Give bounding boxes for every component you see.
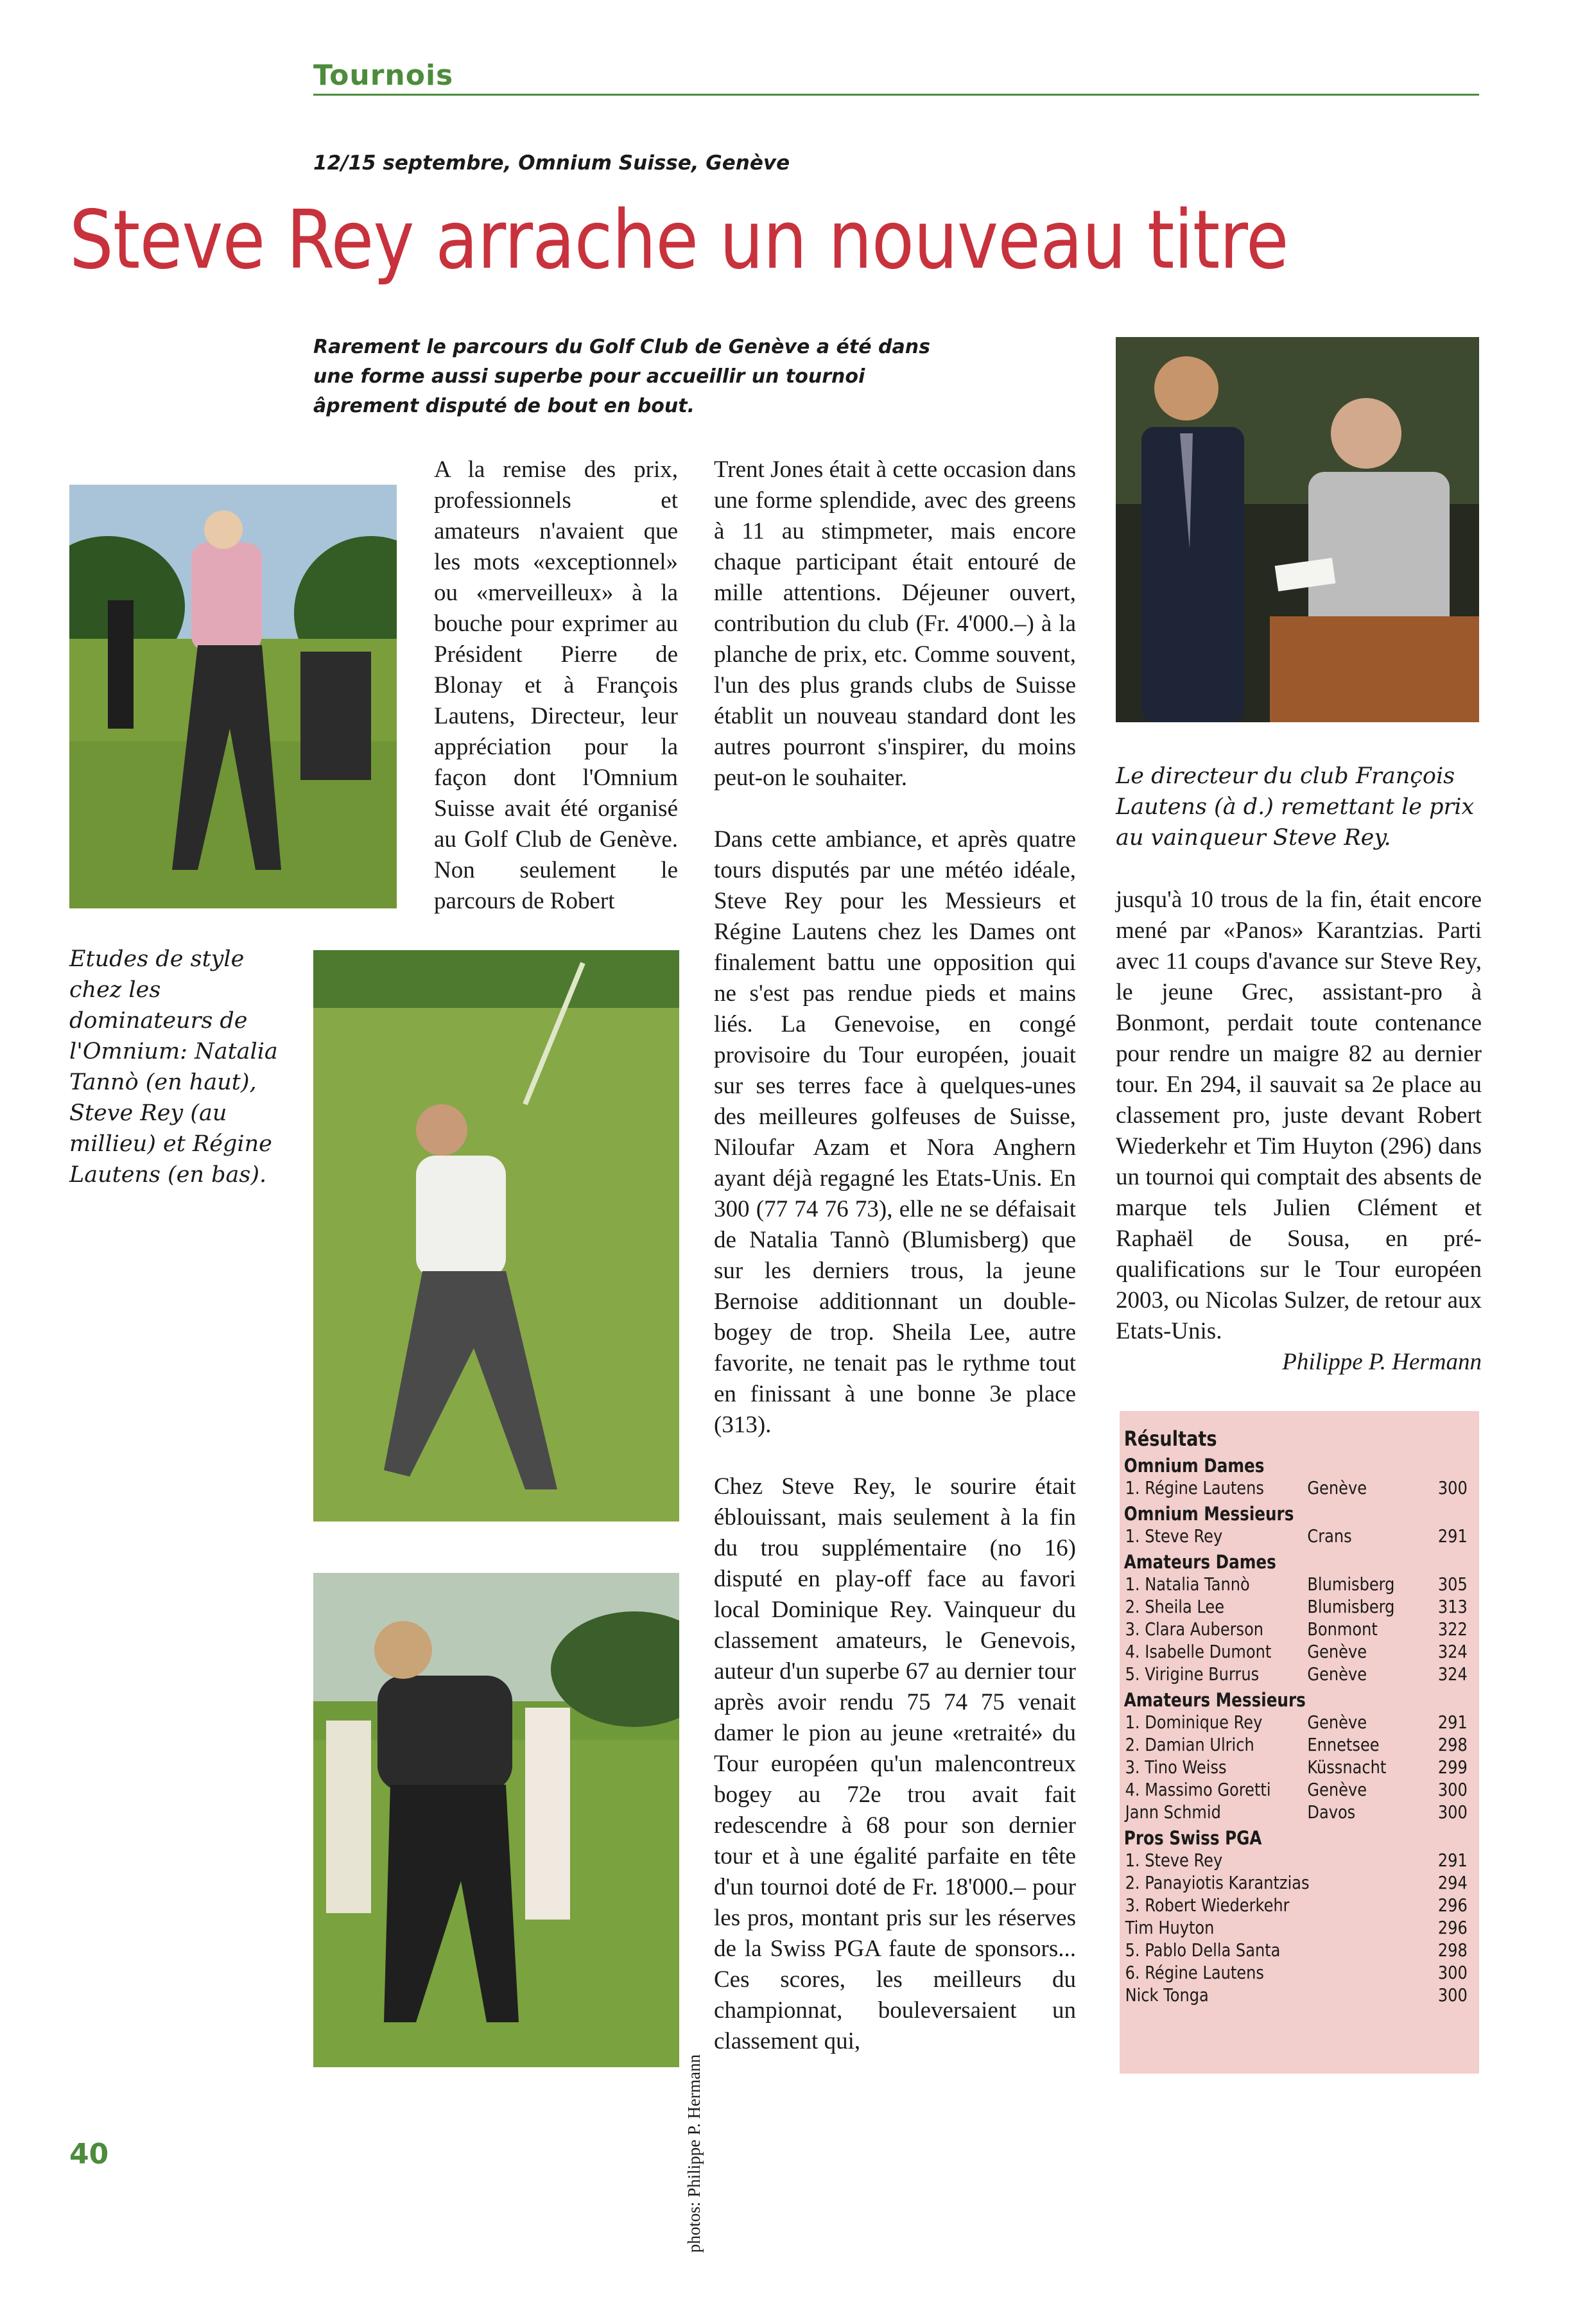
- results-player: 1. Dominique Rey: [1125, 1712, 1263, 1733]
- results-score: 296: [1437, 1895, 1468, 1916]
- results-row: [1120, 1894, 1478, 1916]
- photo-regine-lautens: [313, 1573, 679, 2067]
- results-score: 300: [1437, 1477, 1468, 1498]
- results-score: 324: [1437, 1641, 1468, 1662]
- results-club: Blumisberg: [1307, 1596, 1395, 1617]
- results-score: 305: [1437, 1574, 1468, 1595]
- results-player: Jann Schmid: [1125, 1801, 1221, 1823]
- results-score: 300: [1437, 1801, 1468, 1823]
- headline: Steve Rey arrache un nouveau titre: [69, 193, 1288, 287]
- results-group-title: Pros Swiss PGA: [1123, 1827, 1262, 1849]
- results-player: 4. Massimo Goretti: [1125, 1779, 1271, 1800]
- results-club: Bonmont: [1307, 1618, 1378, 1640]
- caption-ceremony: Le directeur du club François Lautens (à d.) remettant le prix au vainqueur Steve Rey.: [1116, 763, 1475, 851]
- results-player: 1. Steve Rey: [1125, 1525, 1223, 1547]
- results-row: [1120, 1871, 1478, 1894]
- results-row: [1120, 1756, 1478, 1778]
- results-score: 299: [1437, 1756, 1468, 1778]
- caption-golfers: Etudes de style chez les dominateurs de l'Omnium: Natalia Tannò (en haut), Steve Rey (au millieu) et Régine Lautens (en bas).: [69, 946, 278, 1188]
- results-player: 3. Robert Wiederkehr: [1125, 1895, 1290, 1916]
- results-club: [1307, 1916, 1434, 1939]
- results-score: 300: [1437, 1962, 1468, 1983]
- results-score: 298: [1437, 1734, 1468, 1755]
- article-paragraph: jusqu'à 10 trous de la fin, était encore mené par «Panos» Karantzias. Parti avec 11 coups d'avance sur Steve Rey, le jeune Grec, assistant-pro à Bonmont, perdait toute contenance pour rendre un maigre 82 au dernier tour. En 294, il sauvait sa 2e place au classement pro, juste devant Robert Wiederkehr et Tim Huyton (296) dans un tournoi qui comptait des absents de marque tels Julien Clément et Raphaël de Sousa, en pré-qualifications sur le Tour européen 2003, ou Nicolas Sulzer, de retour aux Etats-Unis.: [1116, 887, 1482, 1344]
- results-score: 324: [1437, 1663, 1468, 1685]
- results-player: 4. Isabelle Dumont: [1125, 1641, 1272, 1662]
- results-player: 1. Régine Lautens: [1125, 1477, 1264, 1498]
- results-player: 1. Steve Rey: [1125, 1850, 1223, 1871]
- results-row: [1120, 1984, 1478, 2006]
- results-score: 300: [1437, 1779, 1468, 1800]
- results-club: [1307, 1894, 1434, 1916]
- results-player: 5. Virigine Burrus: [1125, 1663, 1260, 1685]
- results-player: 1. Natalia Tannò: [1125, 1574, 1250, 1595]
- dateline: 12/15 septembre, Omnium Suisse, Genève: [313, 152, 790, 175]
- results-row: [1120, 1663, 1478, 1685]
- article-paragraph: A la remise des prix, professionnels et amateurs n'avaient que les mots «exceptionnel» ou «merveilleux» à la bouche pour exprimer au Président Pierre de Blonay et à François Lautens, Directeur, leur appréciation pour la façon dont l'Omnium Suisse avait été organisé au Golf Club de Genève. Non seulement le parcours de Robert: [434, 456, 678, 914]
- results-club: Genève: [1307, 1779, 1367, 1800]
- results-club: Genève: [1307, 1641, 1367, 1662]
- results-player: 3. Tino Weiss: [1125, 1756, 1227, 1778]
- results-group-title: Omnium Messieurs: [1123, 1503, 1294, 1525]
- results-row: [1120, 1849, 1478, 1871]
- results-club: [1307, 1961, 1434, 1984]
- section-rule: [313, 94, 1479, 96]
- results-row: [1120, 1595, 1478, 1618]
- results-row: [1120, 1916, 1478, 1939]
- results-row: [1120, 1939, 1478, 1961]
- results-groups: [1120, 1451, 1479, 2006]
- author-signature: Philippe P. Hermann: [1282, 1349, 1482, 1375]
- results-row: [1120, 1961, 1478, 1984]
- results-player: 2. Panayiotis Karantzias: [1125, 1872, 1310, 1893]
- results-club: Davos: [1307, 1801, 1356, 1823]
- results-club: [1307, 1871, 1434, 1894]
- results-row: [1120, 1525, 1478, 1547]
- results-player: 5. Pablo Della Santa: [1125, 1939, 1281, 1961]
- article-column-1: [434, 455, 678, 948]
- page-number: 40: [69, 2138, 109, 2171]
- results-score: 291: [1437, 1850, 1468, 1871]
- photo-steve-rey-swing: [313, 950, 679, 1522]
- results-club: Genève: [1307, 1477, 1367, 1498]
- results-title: Résultats: [1123, 1426, 1217, 1451]
- results-player: 3. Clara Auberson: [1125, 1618, 1264, 1640]
- results-group-title: Amateurs Dames: [1123, 1551, 1276, 1573]
- results-score: 291: [1437, 1525, 1468, 1547]
- results-player: 6. Régine Lautens: [1125, 1962, 1264, 1983]
- results-score: 294: [1437, 1872, 1468, 1893]
- photo-prize-ceremony: [1116, 337, 1479, 722]
- results-row: [1120, 1711, 1478, 1733]
- results-group-title: Amateurs Messieurs: [1123, 1689, 1306, 1711]
- results-club: Genève: [1307, 1663, 1367, 1685]
- results-club: Genève: [1307, 1712, 1367, 1733]
- results-score: 300: [1437, 1984, 1468, 2006]
- results-club: Ennetsee: [1307, 1734, 1380, 1755]
- results-player: Nick Tonga: [1125, 1984, 1209, 2006]
- results-player: 2. Damian Ulrich: [1125, 1734, 1254, 1755]
- results-club: [1307, 1849, 1434, 1871]
- results-row: [1120, 1801, 1478, 1823]
- results-club: [1307, 1939, 1434, 1961]
- results-row: [1120, 1778, 1478, 1801]
- article-paragraph: Chez Steve Rey, le sourire était éblouissant, mais seulement à la fin du trou supplémentaire (no 16) disputé en play-off face au favori local Dominique Rey. Vainqueur du classement amateurs, le Genevois, auteur d'un superbe 67 au dernier tour après avoir rendu 75 74 75 venait damer le pion au jeune «retraité» du Tour européen qu'un malencontreux bogey au 72e trou avait fait redescendre à 68 pour son dernier tour et à une égalité parfaite en tête d'un tournoi doté de Fr. 18'000.– pour les pros, montant pris sur les réserves de la Swiss PGA faute de sponsors... Ces scores, les meilleurs du championnat, bouleversaient un classement qui,: [714, 1473, 1076, 2054]
- results-row: [1120, 1733, 1478, 1756]
- results-player: 2. Sheila Lee: [1125, 1596, 1225, 1617]
- results-score: 291: [1437, 1712, 1468, 1733]
- article-column-3: [1116, 885, 1482, 1378]
- results-score: 313: [1437, 1596, 1468, 1617]
- results-player: Tim Huyton: [1125, 1917, 1215, 1938]
- article-paragraph: Trent Jones était à cette occasion dans une forme splendide, avec des greens à 11 au stimpmeter, mais encore chaque participant était entouré de mille attentions. Déjeuner ouvert, contribution du club (Fr. 4'000.–) à la planche de prix, etc. Comme souvent, l'un des plus grands clubs de Suisse établit un nouveau standard dont les autres pourront s'inspirer, du moins peut-on le souhaiter.: [714, 456, 1076, 791]
- results-row: [1120, 1477, 1478, 1499]
- article-paragraph: Dans cette ambiance, et après quatre tours disputés par une météo idéale, Steve Rey pour les Messieurs et Régine Lautens chez les Dames ont finalement battu une opposition qui ne s'est pas rendue pieds et mains liés. La Genevoise, en congé provisoire du Tour européen, jouait sur ses terres face à quelques-unes des meilleures golfeuses de Suisse, Niloufar Azam et Nora Anghern ayant déjà regagné les Etats-Unis. En 300 (77 74 76 73), elle ne se défaisait de Natalia Tannò (Blumisberg) que sur les derniers trous, la jeune Bernoise additionnant un double-bogey de trop. Sheila Lee, autre favorite, ne tenait pas le rythme tout en finissant à une bonne 3e place (313).: [714, 826, 1076, 1438]
- results-club: Küssnacht: [1307, 1756, 1387, 1778]
- results-club: Crans: [1307, 1525, 1352, 1547]
- lead-paragraph: Rarement le parcours du Golf Club de Genève a été dans une forme aussi superbe pour accueillir un tournoi âprement disputé de bout en bout.: [313, 336, 930, 417]
- photo-credit: photos: Philippe P. Hermann: [684, 2054, 704, 2253]
- results-group-title: Omnium Dames: [1123, 1455, 1265, 1477]
- results-club: Blumisberg: [1307, 1574, 1395, 1595]
- section-label: Tournois: [313, 59, 454, 92]
- results-score: 298: [1437, 1939, 1468, 1961]
- results-row: [1120, 1573, 1478, 1595]
- photo-natalia-tanno: [69, 485, 397, 908]
- results-score: 296: [1437, 1917, 1468, 1938]
- results-row: [1120, 1640, 1478, 1663]
- results-row: [1120, 1618, 1478, 1640]
- results-box: [1120, 1411, 1479, 2074]
- results-score: 322: [1437, 1618, 1468, 1640]
- results-club: [1307, 1984, 1434, 2006]
- article-column-2: [714, 455, 1076, 2088]
